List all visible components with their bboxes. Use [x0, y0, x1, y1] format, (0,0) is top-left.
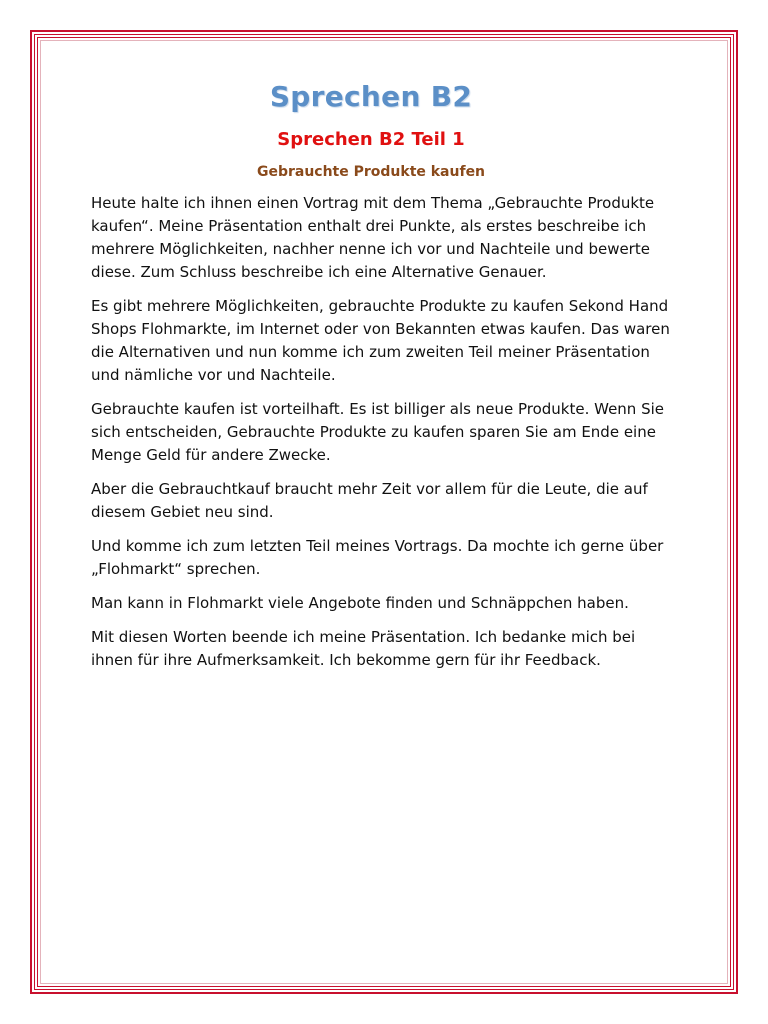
paragraph-disadvantages: Aber die Gebrauchtkauf braucht mehr Zeit vor allem für die Leute, die auf diesem Gebiet neu sind.	[91, 480, 648, 521]
document-body	[61, 80, 681, 683]
paragraph-final-part: Und komme ich zum letzten Teil meines Vortrags. Da mochte ich gerne über „Flohmarkt“ sprechen.	[91, 537, 664, 578]
paragraph-closing: Mit diesen Worten beende ich meine Präsentation. Ich bedanke mich bei ihnen für ihre Aufmerksamkeit. Ich bekomme gern für ihr Feedback.	[91, 628, 636, 669]
paragraph-options: Es gibt mehrere Möglichkeiten, gebrauchte Produkte zu kaufen Sekond Hand Shops Flohmarkte, im Internet oder von Bekannten etwas kaufen. Das waren die Alternativen und nun komme ich zum zweiten Teil meiner Präsentation und nämliche vor und Nachteile.	[91, 297, 670, 384]
paragraph-intro: Heute halte ich ihnen einen Vortrag mit dem Thema „Gebrauchte Produkte kaufen“. Meine Präsentation enthalt drei Punkte, als erstes beschreibe ich mehrere Möglichkeiten, nachher nenne ich vor und Nachteile und bewerte diese. Zum Schluss beschreibe ich eine Alternative Genauer.	[91, 194, 655, 281]
paragraph-advantages: Gebrauchte kaufen ist vorteilhaft. Es ist billiger als neue Produkte. Wenn Sie sich entscheiden, Gebrauchte Produkte zu kaufen sparen Sie am Ende eine Menge Geld für andere Zwecke.	[91, 400, 664, 464]
document-title: Sprechen B2	[269, 80, 473, 113]
document-subtitle: Sprechen B2 Teil 1	[277, 129, 465, 150]
paragraph-flohmarkt: Man kann in Flohmarkt viele Angebote finden und Schnäppchen haben.	[91, 594, 629, 612]
topic-heading: Gebrauchte Produkte kaufen	[256, 164, 486, 180]
